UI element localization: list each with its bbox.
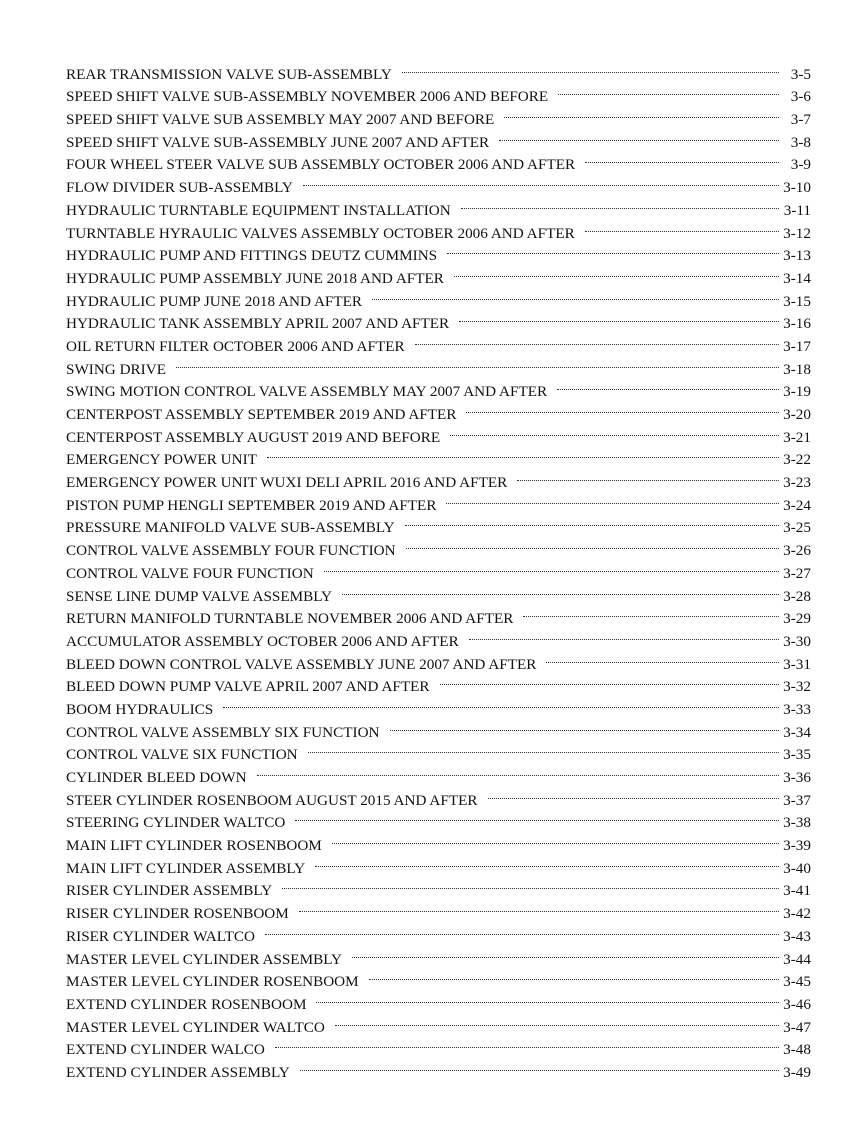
toc-entry-title: CONTROL VALVE FOUR FUNCTION [66,564,314,582]
toc-entry-page-number: 3-25 [783,519,811,537]
table-of-contents [66,56,811,1081]
toc-dot-leader [352,941,781,964]
toc-entry-title: SPEED SHIFT VALVE SUB ASSEMBLY MAY 2007 AND BEFORE [66,111,495,129]
toc-entry-title: CENTERPOST ASSEMBLY AUGUST 2019 AND BEFORE [66,428,441,446]
toc-dot-leader [223,691,781,714]
toc-entry-title: MAIN LIFT CYLINDER ROSENBOOM [66,837,322,855]
toc-entry-title: HYDRAULIC PUMP AND FITTINGS DEUTZ CUMMINS [66,247,438,265]
toc-entry-page-number: 3-9 [790,156,811,174]
toc-entry-title: STEERING CYLINDER WALTCO [66,814,286,832]
toc-entry-page-number: 3-24 [783,496,811,514]
toc-entry-title: HYDRAULIC PUMP JUNE 2018 AND AFTER [66,292,363,310]
toc-entry-page-number: 3-11 [783,201,811,219]
toc-entry-title: REAR TRANSMISSION VALVE SUB-ASSEMBLY [66,65,392,83]
toc-entry-page-number: 3-22 [783,451,811,469]
toc-dot-leader [446,487,781,510]
toc-entry-page-number: 3-40 [783,859,811,877]
toc-entry-title: TURNTABLE HYRAULIC VALVES ASSEMBLY OCTOBER 2006 AND AFTER [66,224,575,242]
toc-entry-title: SWING MOTION CONTROL VALVE ASSEMBLY MAY 2007 AND AFTER [66,383,548,401]
toc-entry-page-number: 3-7 [790,111,811,129]
toc-dot-leader [308,737,781,760]
toc-dot-leader [282,873,781,896]
toc-entry-title: PISTON PUMP HENGLI SEPTEMBER 2019 AND AFTER [66,496,437,514]
toc-entry-title: OIL RETURN FILTER OCTOBER 2006 AND AFTER [66,337,405,355]
toc-entry-title: HYDRAULIC TANK ASSEMBLY APRIL 2007 AND AFTER [66,315,450,333]
toc-entry-page-number: 3-15 [783,292,811,310]
toc-dot-leader [469,623,781,646]
toc-dot-leader [332,827,781,850]
toc-entry-page-number: 3-31 [783,655,811,673]
toc-entry-page-number: 3-8 [790,133,811,151]
toc-dot-leader [447,238,781,261]
toc-entry-page-number: 3-36 [783,769,811,786]
toc-entry-title: CENTERPOST ASSEMBLY SEPTEMBER 2019 AND AFTER [66,406,457,423]
toc-dot-leader [585,215,781,238]
toc-entry-title: EXTEND CYLINDER ASSEMBLY [66,1063,290,1081]
toc-entry-page-number: 3-33 [783,700,811,718]
toc-entry-title: CONTROL VALVE ASSEMBLY FOUR FUNCTION [66,542,396,560]
toc-entry-page-number: 3-19 [783,383,811,401]
toc-entry-page-number: 3-38 [783,814,811,832]
toc-entry-page-number: 3-35 [783,746,811,764]
toc-entry-title: RISER CYLINDER ROSENBOOM [66,905,289,923]
toc-dot-leader [257,759,781,782]
toc-dot-leader [466,396,781,419]
toc-dot-leader [335,1009,781,1032]
toc-entry-title: ACCUMULATOR ASSEMBLY OCTOBER 2006 AND AFTER [66,632,459,650]
toc-entry-page-number: 3-37 [783,791,811,809]
toc-entry-title: MASTER LEVEL CYLINDER WALTCO [66,1018,325,1036]
toc-entry-title: FLOW DIVIDER SUB-ASSEMBLY [66,179,293,197]
toc-entry-title: HYDRAULIC PUMP ASSEMBLY JUNE 2018 AND AFTER [66,269,444,287]
toc-dot-leader [402,56,781,79]
toc-entry-page-number: 3-43 [783,927,811,945]
toc-dot-leader [303,169,781,192]
toc-entry-page-number: 3-6 [790,88,811,106]
toc-entry-page-number: 3-34 [783,723,811,741]
toc-entry-title: BLEED DOWN CONTROL VALVE ASSEMBLY JUNE 2007 AND AFTER [66,655,537,673]
toc-entry-title: EMERGENCY POWER UNIT [66,451,257,469]
toc-entry-page-number: 3-18 [783,360,811,378]
toc-dot-leader [295,805,781,828]
toc-entry-page-number: 3-28 [783,587,811,605]
toc-entry-title: MASTER LEVEL CYLINDER ASSEMBLY [66,950,342,968]
toc-dot-leader [406,532,781,555]
toc-entry-title: SENSE LINE DUMP VALVE ASSEMBLY [66,587,332,605]
toc-entry-page-number: 3-41 [783,882,811,900]
toc-entry-page-number: 3-21 [783,428,811,446]
toc-dot-leader [369,964,781,987]
toc-entry-title: FOUR WHEEL STEER VALVE SUB ASSEMBLY OCTOBER 2006 AND AFTER [66,156,576,174]
toc-entry-page-number: 3-14 [783,269,811,287]
toc-entry-page-number: 3-39 [783,837,811,855]
toc-dot-leader [405,510,781,533]
toc-entry-title: CYLINDER BLEED DOWN [66,769,247,786]
toc-dot-leader [300,1054,781,1077]
toc-entry-title: BOOM HYDRAULICS [66,700,214,718]
toc-dot-leader [504,101,781,124]
toc-entry-page-number: 3-17 [783,337,811,355]
toc-entry-page-number: 3-42 [783,905,811,923]
toc-entry-page-number: 3-20 [783,406,811,423]
toc-entry-title: BLEED DOWN PUMP VALVE APRIL 2007 AND AFTER [66,678,430,696]
toc-entry-page-number: 3-10 [783,179,811,197]
toc-dot-leader [342,578,781,601]
toc-entry-title: RISER CYLINDER ASSEMBLY [66,882,273,900]
toc-dot-leader [316,986,781,1009]
toc-entry-page-number: 3-5 [790,65,811,83]
toc-dot-leader [517,464,781,487]
toc-entry-title: RISER CYLINDER WALTCO [66,927,256,945]
toc-entry-page-number: 3-48 [783,1041,811,1059]
toc-dot-leader [440,669,781,692]
toc-dot-leader [499,124,781,147]
toc-entry-title: SPEED SHIFT VALVE SUB-ASSEMBLY JUNE 2007 AND AFTER [66,133,490,151]
toc-entry-title: SWING DRIVE [66,360,166,378]
toc-dot-leader [454,260,781,283]
toc-entry-title: CONTROL VALVE ASSEMBLY SIX FUNCTION [66,723,380,741]
toc-entry-page-number: 3-13 [783,247,811,265]
toc-dot-leader [372,283,781,306]
toc-dot-leader [558,79,781,102]
toc-entry-title: CONTROL VALVE SIX FUNCTION [66,746,298,764]
toc-dot-leader [523,601,781,624]
toc-entry-page-number: 3-47 [783,1018,811,1036]
toc-dot-leader [315,850,781,873]
toc-dot-leader [265,918,781,941]
toc-entry-page-number: 3-23 [783,474,811,492]
toc-entry-page-number: 3-29 [783,610,811,628]
toc-entry-title: RETURN MANIFOLD TURNTABLE NOVEMBER 2006 AND AFTER [66,610,514,628]
toc-entry-title: PRESSURE MANIFOLD VALVE SUB-ASSEMBLY [66,519,395,537]
toc-entry-page-number: 3-46 [783,995,811,1013]
toc-dot-leader [390,714,781,737]
toc-dot-leader [275,1032,781,1055]
toc-dot-leader [546,646,781,669]
toc-entry-title: MAIN LIFT CYLINDER ASSEMBLY [66,859,306,877]
toc-dot-leader [557,374,781,397]
toc-entry-page-number: 3-30 [783,632,811,650]
toc-entry-page-number: 3-26 [783,542,811,560]
toc-entry-page-number: 3-45 [783,973,811,991]
toc-entry-page-number: 3-32 [783,678,811,696]
toc-entry-title: EMERGENCY POWER UNIT WUXI DELI APRIL 2016 AND AFTER [66,474,508,492]
toc-dot-leader [459,306,781,329]
toc-entry-page-number: 3-49 [783,1063,811,1081]
toc-entry-title: SPEED SHIFT VALVE SUB-ASSEMBLY NOVEMBER 2006 AND BEFORE [66,88,549,106]
toc-dot-leader [176,351,781,374]
toc-dot-leader [299,895,781,918]
toc-entry-page-number: 3-44 [783,950,811,968]
toc-dot-leader [267,442,781,465]
toc-dot-leader [324,555,781,578]
toc-entry-page-number: 3-12 [783,224,811,242]
toc-entry-title: EXTEND CYLINDER WALCO [66,1041,265,1059]
toc-entry[interactable] [66,56,811,83]
toc-entry-page-number: 3-16 [783,315,811,333]
toc-dot-leader [585,147,781,170]
toc-dot-leader [450,419,781,442]
toc-entry-page-number: 3-27 [783,564,811,582]
toc-entry-title: MASTER LEVEL CYLINDER ROSENBOOM [66,973,359,991]
toc-entry[interactable] [66,374,811,401]
toc-entry-title: STEER CYLINDER ROSENBOOM AUGUST 2015 AND AFTER [66,791,478,809]
toc-entry-title: HYDRAULIC TURNTABLE EQUIPMENT INSTALLATION [66,201,451,219]
toc-dot-leader [415,328,781,351]
toc-entry-title: EXTEND CYLINDER ROSENBOOM [66,995,307,1013]
toc-dot-leader [461,192,781,215]
toc-dot-leader [488,782,781,805]
toc-entry[interactable] [66,351,811,378]
